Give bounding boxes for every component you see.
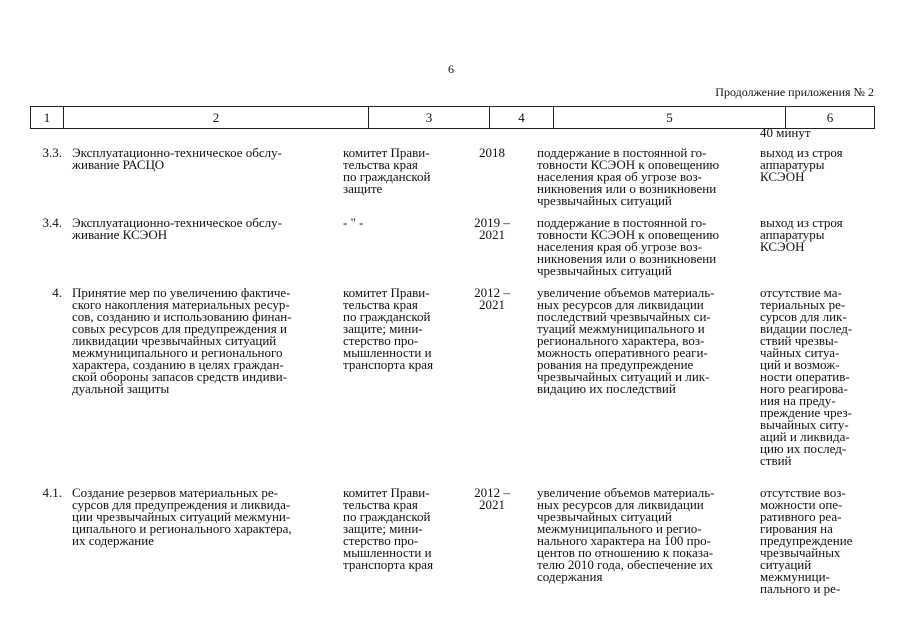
consequence-cell bbox=[760, 147, 870, 183]
consequence-line: ного реагирова- bbox=[760, 381, 848, 396]
executor-line: комитет Прави- bbox=[343, 285, 430, 300]
consequence-line: отсутствие воз- bbox=[760, 485, 846, 500]
expected-result-line: туаций межмуниципального и bbox=[537, 321, 705, 336]
expected-result-line: центов по отношению к показа- bbox=[537, 545, 714, 560]
year-line: 2021 bbox=[479, 227, 505, 242]
consequence-line: выход из строя bbox=[760, 215, 843, 230]
executor-line: стерство про- bbox=[343, 333, 419, 348]
row-number-cell bbox=[32, 147, 62, 159]
row-number-cell bbox=[32, 217, 62, 229]
expected-result-line: содержания bbox=[537, 569, 603, 584]
measure-name-line: ции чрезвычайных ситуаций межмуни- bbox=[72, 509, 291, 524]
measure-name-cell bbox=[72, 287, 334, 395]
header-cell-2: 2 bbox=[63, 107, 368, 128]
executor-line: защите bbox=[343, 181, 383, 196]
consequence-line: ствий чрезвы- bbox=[760, 333, 839, 348]
year-line: 2012 – bbox=[474, 485, 510, 500]
expected-result-line: населения края об угрозе воз- bbox=[537, 239, 703, 254]
year-cell bbox=[462, 487, 522, 511]
executor-line: защите; мини- bbox=[343, 521, 423, 536]
expected-result-line: видацию их последствий bbox=[537, 381, 676, 396]
executor-cell bbox=[343, 287, 455, 371]
consequence-line: сурсов для лик- bbox=[760, 309, 847, 324]
row-number-line: 4. bbox=[52, 285, 62, 300]
expected-result-line: никновения или о возникновени bbox=[537, 251, 717, 266]
page-number: 6 bbox=[448, 62, 454, 76]
consequence-line: гирования на bbox=[760, 521, 833, 536]
executor-line: по гражданской bbox=[343, 169, 431, 184]
executor-line: транспорта края bbox=[343, 357, 434, 372]
expected-result-cell bbox=[537, 147, 749, 207]
executor-line: тельства края bbox=[343, 497, 418, 512]
executor-line: тельства края bbox=[343, 297, 418, 312]
expected-result-line: товности КСЭОН к оповещению bbox=[537, 227, 720, 242]
measure-name-line: ской обороны запасов средств индиви- bbox=[72, 369, 288, 384]
expected-result-line: чрезвычайных ситуаций bbox=[537, 263, 672, 278]
consequence-line: можности опе- bbox=[760, 497, 843, 512]
consequence-cell bbox=[760, 217, 870, 253]
expected-result-line: межмуниципального и регио- bbox=[537, 521, 702, 536]
expected-result-line: поддержание в постоянной го- bbox=[537, 145, 707, 160]
expected-result-line: ных ресурсов для ликвидации bbox=[537, 297, 704, 312]
consequence-line: ния на преду- bbox=[760, 393, 836, 408]
consequence-line: териальных ре- bbox=[760, 297, 846, 312]
consequence-line: КСЭОН bbox=[760, 239, 805, 254]
measure-name-line: сурсов для предупреждения и ликвида- bbox=[72, 497, 291, 512]
measure-name-line: живание РАСЦО bbox=[72, 157, 165, 172]
consequence-cell bbox=[760, 487, 870, 595]
expected-result-line: чрезвычайных ситуаций bbox=[537, 509, 672, 524]
consequence-line: аппаратуры bbox=[760, 157, 825, 172]
year-cell bbox=[462, 147, 522, 159]
consequence-line: аппаратуры bbox=[760, 227, 825, 242]
row-number-cell bbox=[32, 287, 62, 299]
measure-name-line: совых ресурсов для предупреждения и bbox=[72, 321, 287, 336]
expected-result-cell bbox=[537, 217, 749, 277]
measure-name-line: Принятие мер по увеличению фактиче- bbox=[72, 285, 291, 300]
measure-name-cell bbox=[72, 487, 334, 547]
executor-line: транспорта края bbox=[343, 557, 434, 572]
consequence-line: ративного реа- bbox=[760, 509, 842, 524]
measure-name-line: характера, созданию в целях граждан- bbox=[72, 357, 284, 372]
carryover-text: 40 минут bbox=[760, 125, 811, 140]
consequence-line: вычайных ситу- bbox=[760, 417, 849, 432]
consequence-line: ствий bbox=[760, 453, 792, 468]
header-cell-3: 3 bbox=[368, 107, 489, 128]
consequence-line: ситуаций bbox=[760, 557, 812, 572]
executor-cell bbox=[343, 147, 455, 195]
expected-result-line: товности КСЭОН к оповещению bbox=[537, 157, 720, 172]
executor-line: тельства края bbox=[343, 157, 418, 172]
consequence-line: видации послед- bbox=[760, 321, 853, 336]
executor-line: стерство про- bbox=[343, 533, 419, 548]
table-header-row bbox=[30, 106, 875, 129]
executor-line: по гражданской bbox=[343, 509, 431, 524]
year-line: 2021 bbox=[479, 297, 505, 312]
measure-name-line: ципального и регионального характера, bbox=[72, 521, 292, 536]
header-cell-5: 5 bbox=[553, 107, 785, 128]
expected-result-line: чрезвычайных ситуаций bbox=[537, 193, 672, 208]
consequence-line: межмуници- bbox=[760, 569, 830, 584]
expected-result-line: рования на предупреждение bbox=[537, 357, 694, 372]
consequence-line: КСЭОН bbox=[760, 169, 805, 184]
measure-name-line: ликвидации чрезвычайных ситуаций bbox=[72, 333, 277, 348]
year-line: 2012 – bbox=[474, 285, 510, 300]
consequence-line: предупреждение bbox=[760, 533, 853, 548]
measure-name-line: сов, созданию и использованию финан- bbox=[72, 309, 292, 324]
measure-name-line: Создание резервов материальных ре- bbox=[72, 485, 278, 500]
expected-result-line: увеличение объемов материаль- bbox=[537, 285, 715, 300]
consequence-line: аций и ликвида- bbox=[760, 429, 850, 444]
expected-result-line: нального характера на 100 про- bbox=[537, 533, 711, 548]
measure-name-line: их содержание bbox=[72, 533, 154, 548]
row-number-line: 3.4. bbox=[42, 215, 62, 230]
consequence-cell bbox=[760, 287, 870, 467]
consequence-line: чайных ситуа- bbox=[760, 345, 840, 360]
header-cell-1: 1 bbox=[30, 107, 63, 128]
expected-result-line: регионального характера, воз- bbox=[537, 333, 705, 348]
year-cell bbox=[462, 217, 522, 241]
row-number-line: 3.3. bbox=[42, 145, 62, 160]
row-number-cell bbox=[32, 487, 62, 499]
header-cell-6: 6 bbox=[785, 107, 875, 128]
consequence-line: цию их послед- bbox=[760, 441, 847, 456]
measure-name-cell bbox=[72, 217, 334, 241]
measure-name-line: Эксплуатационно-техническое обслу- bbox=[72, 215, 282, 230]
executor-line: мышленности и bbox=[343, 345, 432, 360]
measure-name-line: Эксплуатационно-техническое обслу- bbox=[72, 145, 282, 160]
executor-line: защите; мини- bbox=[343, 321, 423, 336]
executor-line: по гражданской bbox=[343, 309, 431, 324]
consequence-line: выход из строя bbox=[760, 145, 843, 160]
expected-result-line: последствий чрезвычайных си- bbox=[537, 309, 711, 324]
measure-name-line: дуальной защиты bbox=[72, 381, 170, 396]
consequence-line: ций и возмож- bbox=[760, 357, 840, 372]
expected-result-line: увеличение объемов материаль- bbox=[537, 485, 715, 500]
expected-result-cell bbox=[537, 287, 749, 395]
year-line: 2019 – bbox=[474, 215, 510, 230]
executor-cell bbox=[343, 487, 455, 571]
consequence-line: чрезвычайных bbox=[760, 545, 841, 560]
consequence-line: ности оператив- bbox=[760, 369, 850, 384]
executor-line: мышленности и bbox=[343, 545, 432, 560]
year-line: 2018 bbox=[479, 145, 505, 160]
continuation-note: Продолжение приложения № 2 bbox=[715, 85, 874, 99]
row-number-line: 4.1. bbox=[42, 485, 62, 500]
executor-line: - " - bbox=[343, 215, 364, 230]
consequence-line: отсутствие ма- bbox=[760, 285, 842, 300]
expected-result-line: чрезвычайных ситуаций и лик- bbox=[537, 369, 710, 384]
expected-result-line: телю 2010 года, обеспечение их bbox=[537, 557, 714, 572]
year-cell bbox=[462, 287, 522, 311]
expected-result-cell bbox=[537, 487, 749, 583]
expected-result-line: населения края об угрозе воз- bbox=[537, 169, 703, 184]
measure-name-line: межмуниципального и регионального bbox=[72, 345, 283, 360]
executor-line: комитет Прави- bbox=[343, 145, 430, 160]
header-cell-4: 4 bbox=[489, 107, 553, 128]
consequence-line: преждение чрез- bbox=[760, 405, 852, 420]
measure-name-line: ского накопления материальных ресур- bbox=[72, 297, 290, 312]
year-line: 2021 bbox=[479, 497, 505, 512]
executor-cell bbox=[343, 217, 455, 229]
expected-result-line: никновения или о возникновени bbox=[537, 181, 717, 196]
executor-line: комитет Прави- bbox=[343, 485, 430, 500]
measure-name-line: живание КСЭОН bbox=[72, 227, 168, 242]
expected-result-line: можность оперативного реаги- bbox=[537, 345, 708, 360]
expected-result-line: поддержание в постоянной го- bbox=[537, 215, 707, 230]
consequence-line: пального и ре- bbox=[760, 581, 841, 596]
measure-name-cell bbox=[72, 147, 334, 171]
expected-result-line: ных ресурсов для ликвидации bbox=[537, 497, 704, 512]
